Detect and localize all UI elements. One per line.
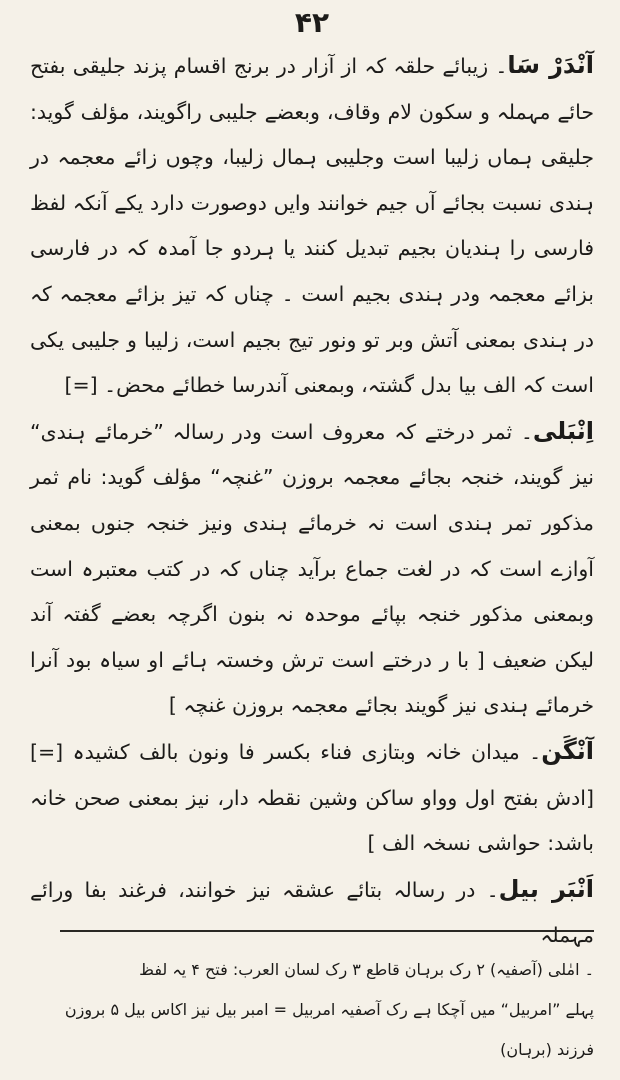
headword: اَنْبَر بیل (498, 874, 594, 903)
footnote-line: پہلے ”امربیل“ میں آچکا ہے رک آصفیہ امربیل = امبر بیل نیز اکاس بیل ۵ بروزن (64, 1000, 594, 1019)
entry-anbali (30, 409, 594, 729)
definition-text: ۔ میدان خانہ وبتازی فناء بکسر فا ونون بالف کشیدہ [=] [ادش بفتح اول وواو ساکن وشین نقطہ دار، نیز بمعنی صحن خانہ باشد: حواشی نسخہ الف ] (30, 739, 594, 856)
footnote-line: فرزند (برہان) (500, 1040, 594, 1059)
footnotes (30, 950, 594, 1070)
definition-text: ۔ زیبائے حلقہ کہ از آزار در برنج اقسام پزند جلیقی بفتح حائے مہملہ و سکون لام وقاف، وبعضے جلیبی راگویند، مؤلف گوید: جلیقی ہماں زلیبا است وجلیبی ہمال زلیبا، وچوں زائے معجمہ در ہندی نسبت بجائے آں جیم خوانند وایں دوصورت دارد یکے آنکہ لفظ فارسی را ہندیان بجیم تبدیل کنند یا ہردو جا آمدہ کہ در فارسی بزائے معجمہ ودر ہندی بجیم است ۔ چناں کہ تیز بزائے معجمہ کہ در ہندی بمعنی آتش وبر تو ونور تیج بجیم است، زلیبا و جلیبی یکی است کہ الف بیا بدل گشتہ، وبمعنی آندرسا خطائے محض۔ [=] (30, 54, 594, 398)
page-number: ۴۲ (294, 6, 330, 39)
footnote-divider (60, 930, 594, 932)
headword: اِنْبَلی (532, 416, 594, 445)
dictionary-body (30, 43, 594, 948)
entry-anbarbel (30, 867, 594, 959)
footnote-line: ۔ امٰلی (آصفیہ) ۲ رک برہان قاطع ۳ رک لسان العرب: فتح ۴ یہ لفظ (139, 960, 594, 979)
entry-andarsa (30, 43, 594, 409)
definition-text: ۔ در رسالہ بتائے عشقہ نیز خوانند، فرغند بفا ورائے مہملہ (30, 877, 594, 948)
headword: آنْگَن (541, 736, 594, 765)
definition-text: ۔ ثمر درختے کہ معروف است ودر رسالہ ”خرمائے ہندی“ نیز گویند، خنجہ بجائے معجمہ بروزن ”غنچہ“ مؤلف گوید: نام ثمر مذکور تمر ہندی است نہ خرمائے ہندی ونیز خنجہ جنوں بمعنی آوازے است کہ در لغت جماع برآید چناں کہ در کتب معتبرہ است وبمعنی مذکور خنجہ بپائے موحدہ نہ بنون اگرچہ بعضے گفتہ آند لیکن ضعیف [ با ر درختے است ترش وخستہ ہائے او سیاہ بود آنرا خرمائے ہندی نیز گویند بجائے معجمہ بروزن غنچہ ] (30, 419, 594, 718)
entry-angan (30, 729, 594, 867)
headword: آنْدَرْ سَا (507, 51, 594, 79)
